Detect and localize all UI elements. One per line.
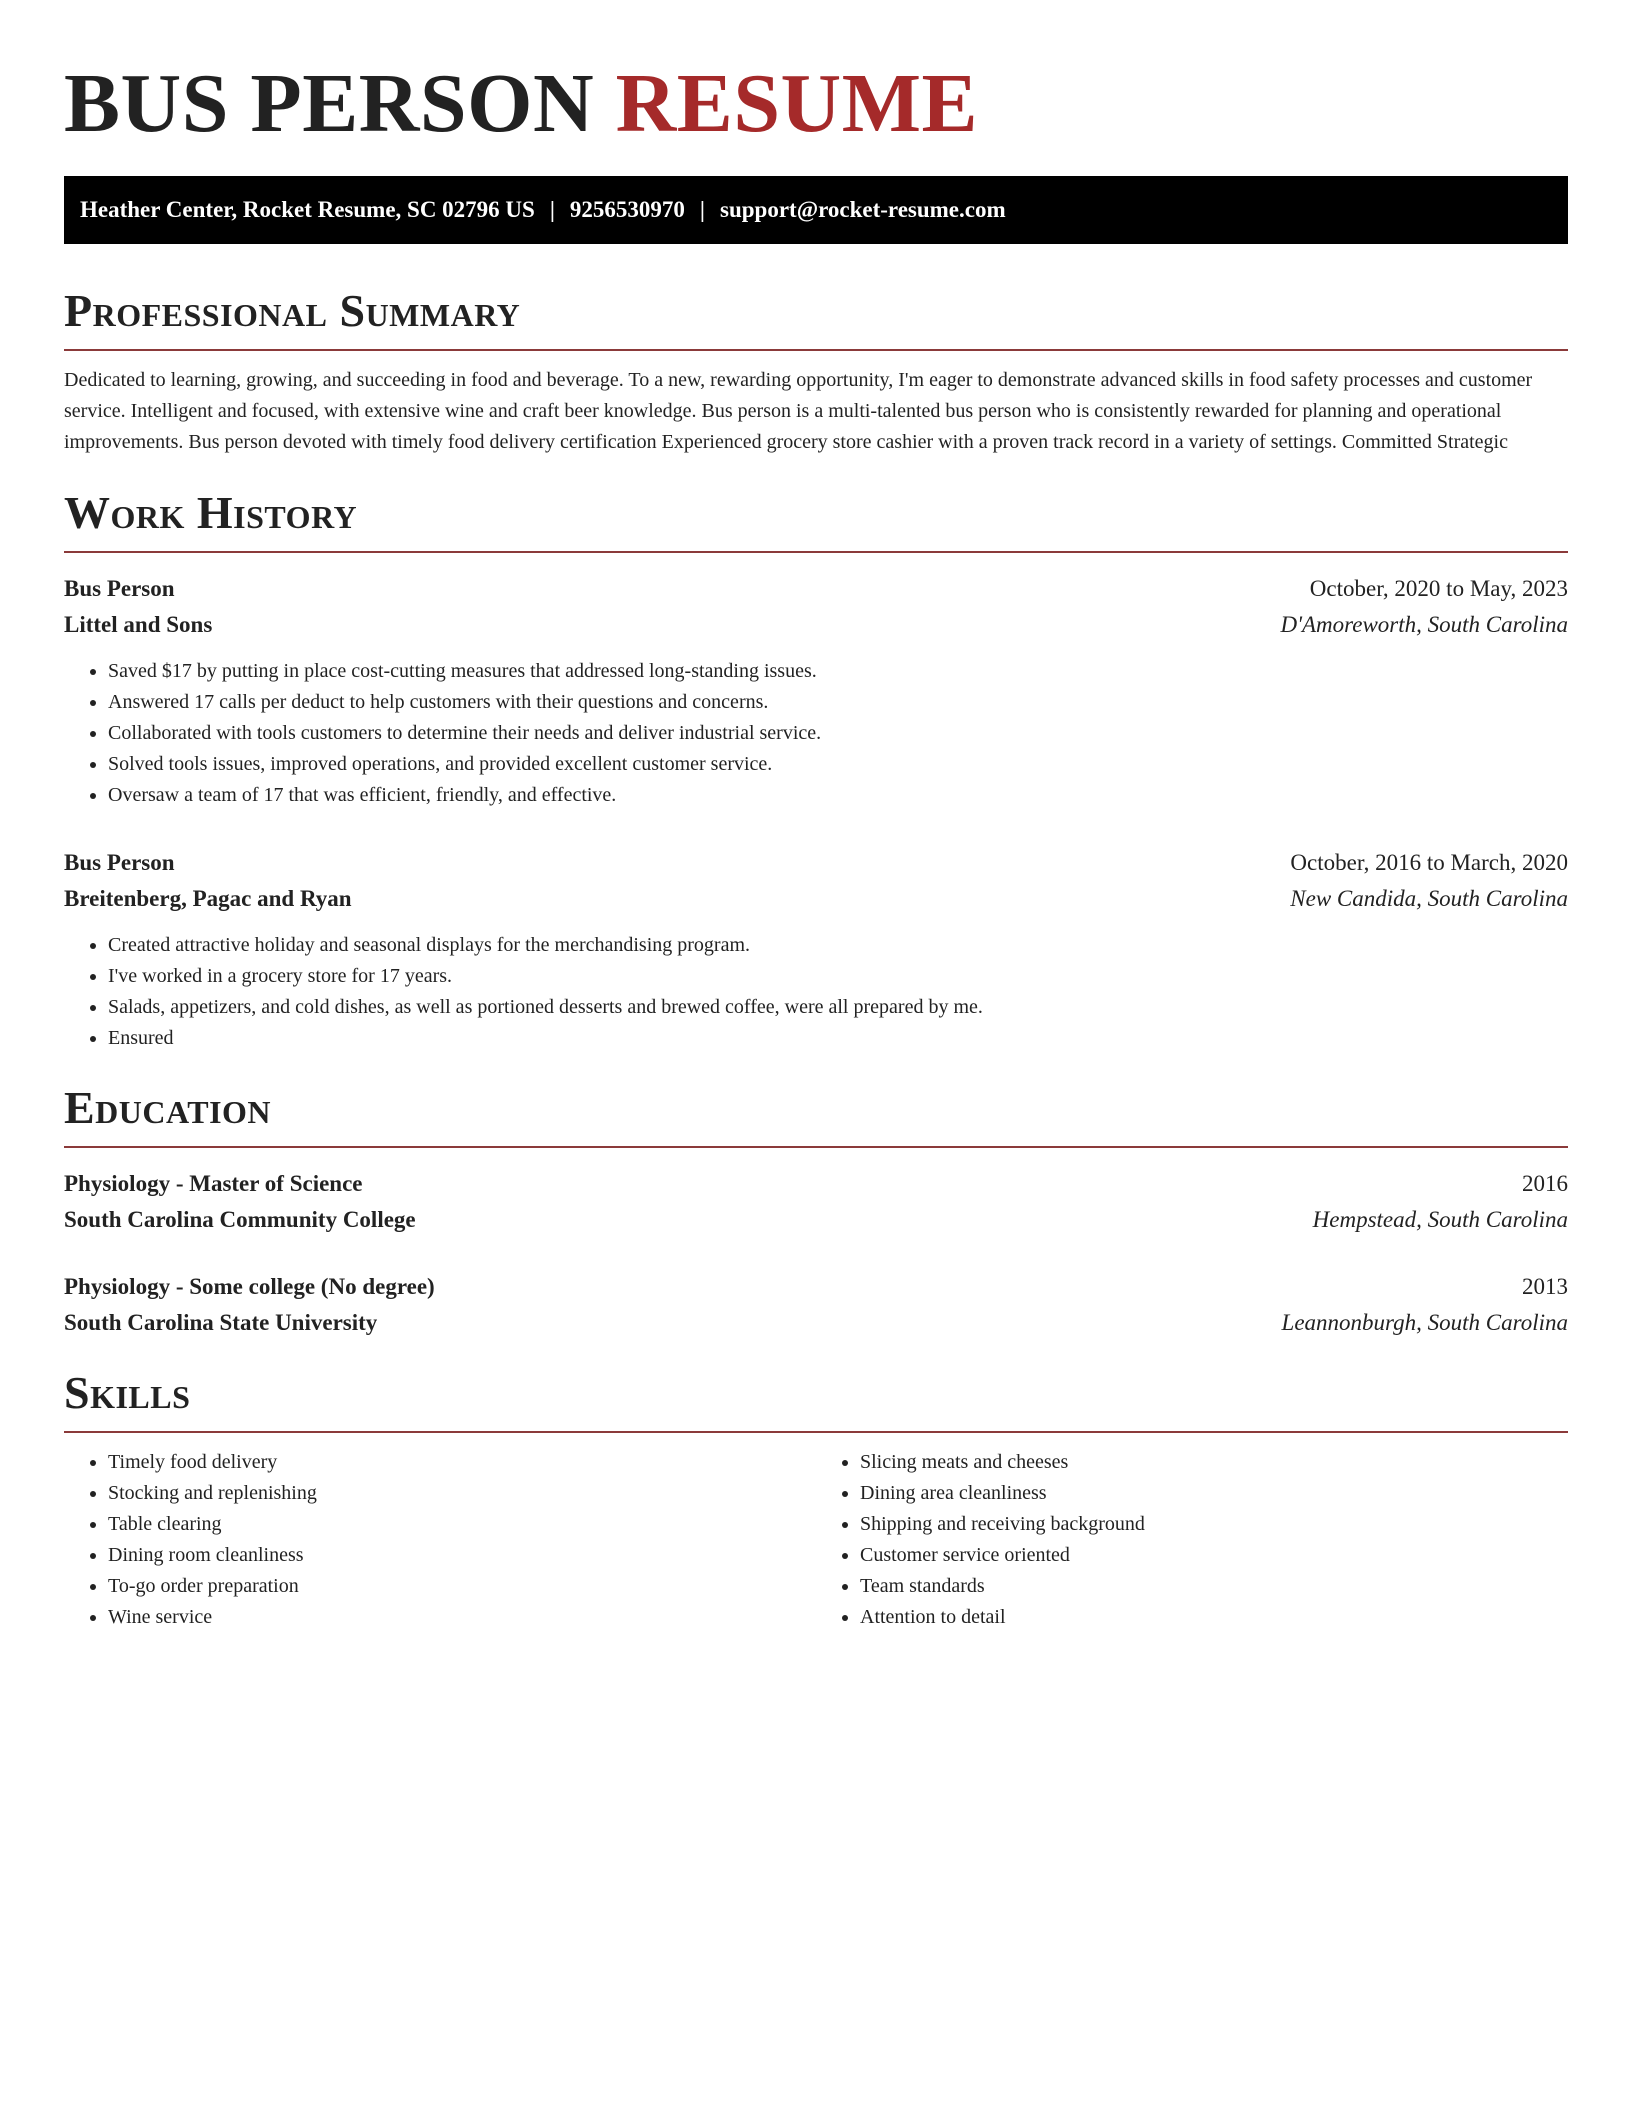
- education-entry: [64, 1166, 1568, 1238]
- skills-list-left: [64, 1447, 816, 1633]
- skill-item: • Wine service: [108, 1602, 816, 1633]
- resume-title: [64, 56, 1568, 152]
- section-divider: [64, 349, 1568, 351]
- job-entry: [64, 571, 1568, 811]
- job-bullet: • Saved $17 by putting in place cost-cutting measures that addressed long-standing issues.: [108, 656, 1568, 687]
- job-location: D'Amoreworth, South Carolina: [1280, 612, 1568, 637]
- summary-text: Dedicated to learning, growing, and succeeding in food and beverage. To a new, rewarding opportunity, I'm eager to demonstrate advanced skills in food safety processes and customer service. Intelligent and focused, with extensive wine and craft beer knowledge. Bus person is a multi-talented bus person who is consistently rewarded for planning and operational improvements. Bus person devoted with timely food delivery certification Experienced grocery store cashier with a proven track record in a variety of settings. Committed Strategic: [64, 369, 1533, 453]
- job-bullets: [64, 930, 1568, 1054]
- job-bullet: • Created attractive holiday and seasonal displays for the merchandising program.: [108, 930, 1568, 961]
- contact-separator: |: [699, 197, 705, 222]
- skill-item: • Table clearing: [108, 1509, 816, 1540]
- title-resume-word: RESUME: [615, 57, 979, 150]
- contact-address: Heather Center, Rocket Resume, SC 02796 US: [80, 197, 535, 222]
- section-divider: [64, 1431, 1568, 1433]
- skill-item: • Shipping and receiving background: [860, 1509, 1568, 1540]
- skill-item: • Stocking and replenishing: [108, 1478, 816, 1509]
- contact-phone: 9256530970: [569, 197, 685, 222]
- job-bullet: • Collaborated with tools customers to determine their needs and deliver industrial service.: [108, 718, 1568, 749]
- job-entry: [64, 845, 1568, 1054]
- section-divider: [64, 551, 1568, 553]
- skills-list-right: [816, 1447, 1568, 1633]
- skill-item: • Slicing meats and cheeses: [860, 1447, 1568, 1478]
- skill-item: • Attention to detail: [860, 1602, 1568, 1633]
- job-bullet: • Answered 17 calls per deduct to help customers with their questions and concerns.: [108, 687, 1568, 718]
- education-degree: Physiology - Master of Science: [64, 1171, 363, 1196]
- skill-item: • Team standards: [860, 1571, 1568, 1602]
- skills-section: [64, 1368, 1568, 1633]
- education-location: Hempstead, South Carolina: [1312, 1207, 1568, 1232]
- education-school: South Carolina Community College: [64, 1207, 416, 1232]
- skill-item: • To-go order preparation: [108, 1571, 816, 1602]
- job-dates: October, 2016 to March, 2020: [1290, 850, 1568, 875]
- contact-bar: [64, 176, 1568, 244]
- job-bullet: • Ensured: [108, 1023, 1568, 1054]
- contact-separator: |: [549, 197, 555, 222]
- education-section: [64, 1083, 1568, 1341]
- education-year: 2013: [1522, 1274, 1568, 1299]
- work-history-section: [64, 488, 1568, 1054]
- education-year: 2016: [1522, 1171, 1568, 1196]
- job-location: New Candida, South Carolina: [1290, 886, 1568, 911]
- job-bullet: • I've worked in a grocery store for 17 years.: [108, 961, 1568, 992]
- job-title: Bus Person: [64, 850, 175, 875]
- job-bullet: • Salads, appetizers, and cold dishes, as well as portioned desserts and brewed coffee, were all prepared by me.: [108, 992, 1568, 1023]
- section-divider: [64, 1146, 1568, 1148]
- job-bullets: [64, 656, 1568, 811]
- education-school: South Carolina State University: [64, 1310, 378, 1335]
- summary-heading: Professional Summary: [64, 285, 521, 336]
- job-dates: October, 2020 to May, 2023: [1309, 576, 1568, 601]
- job-company: Littel and Sons: [64, 612, 213, 637]
- job-company: Breitenberg, Pagac and Ryan: [64, 886, 352, 911]
- skills-grid: [64, 1447, 1568, 1633]
- skill-item: • Timely food delivery: [108, 1447, 816, 1478]
- education-location: Leannonburgh, South Carolina: [1281, 1310, 1568, 1335]
- skill-item: • Dining room cleanliness: [108, 1540, 816, 1571]
- contact-email: support@rocket-resume.com: [720, 197, 1006, 222]
- education-heading: Education: [64, 1082, 272, 1133]
- skill-item: • Dining area cleanliness: [860, 1478, 1568, 1509]
- education-entry: [64, 1269, 1568, 1341]
- job-title: Bus Person: [64, 576, 175, 601]
- title-role: BUS PERSON: [64, 57, 595, 150]
- summary-section: [64, 286, 1568, 458]
- skill-item: • Customer service oriented: [860, 1540, 1568, 1571]
- skills-heading: Skills: [64, 1367, 191, 1418]
- education-degree: Physiology - Some college (No degree): [64, 1274, 435, 1299]
- job-bullet: • Oversaw a team of 17 that was efficient, friendly, and effective.: [108, 780, 1568, 811]
- job-bullet: • Solved tools issues, improved operations, and provided excellent customer service.: [108, 749, 1568, 780]
- work-history-heading: Work History: [64, 487, 358, 538]
